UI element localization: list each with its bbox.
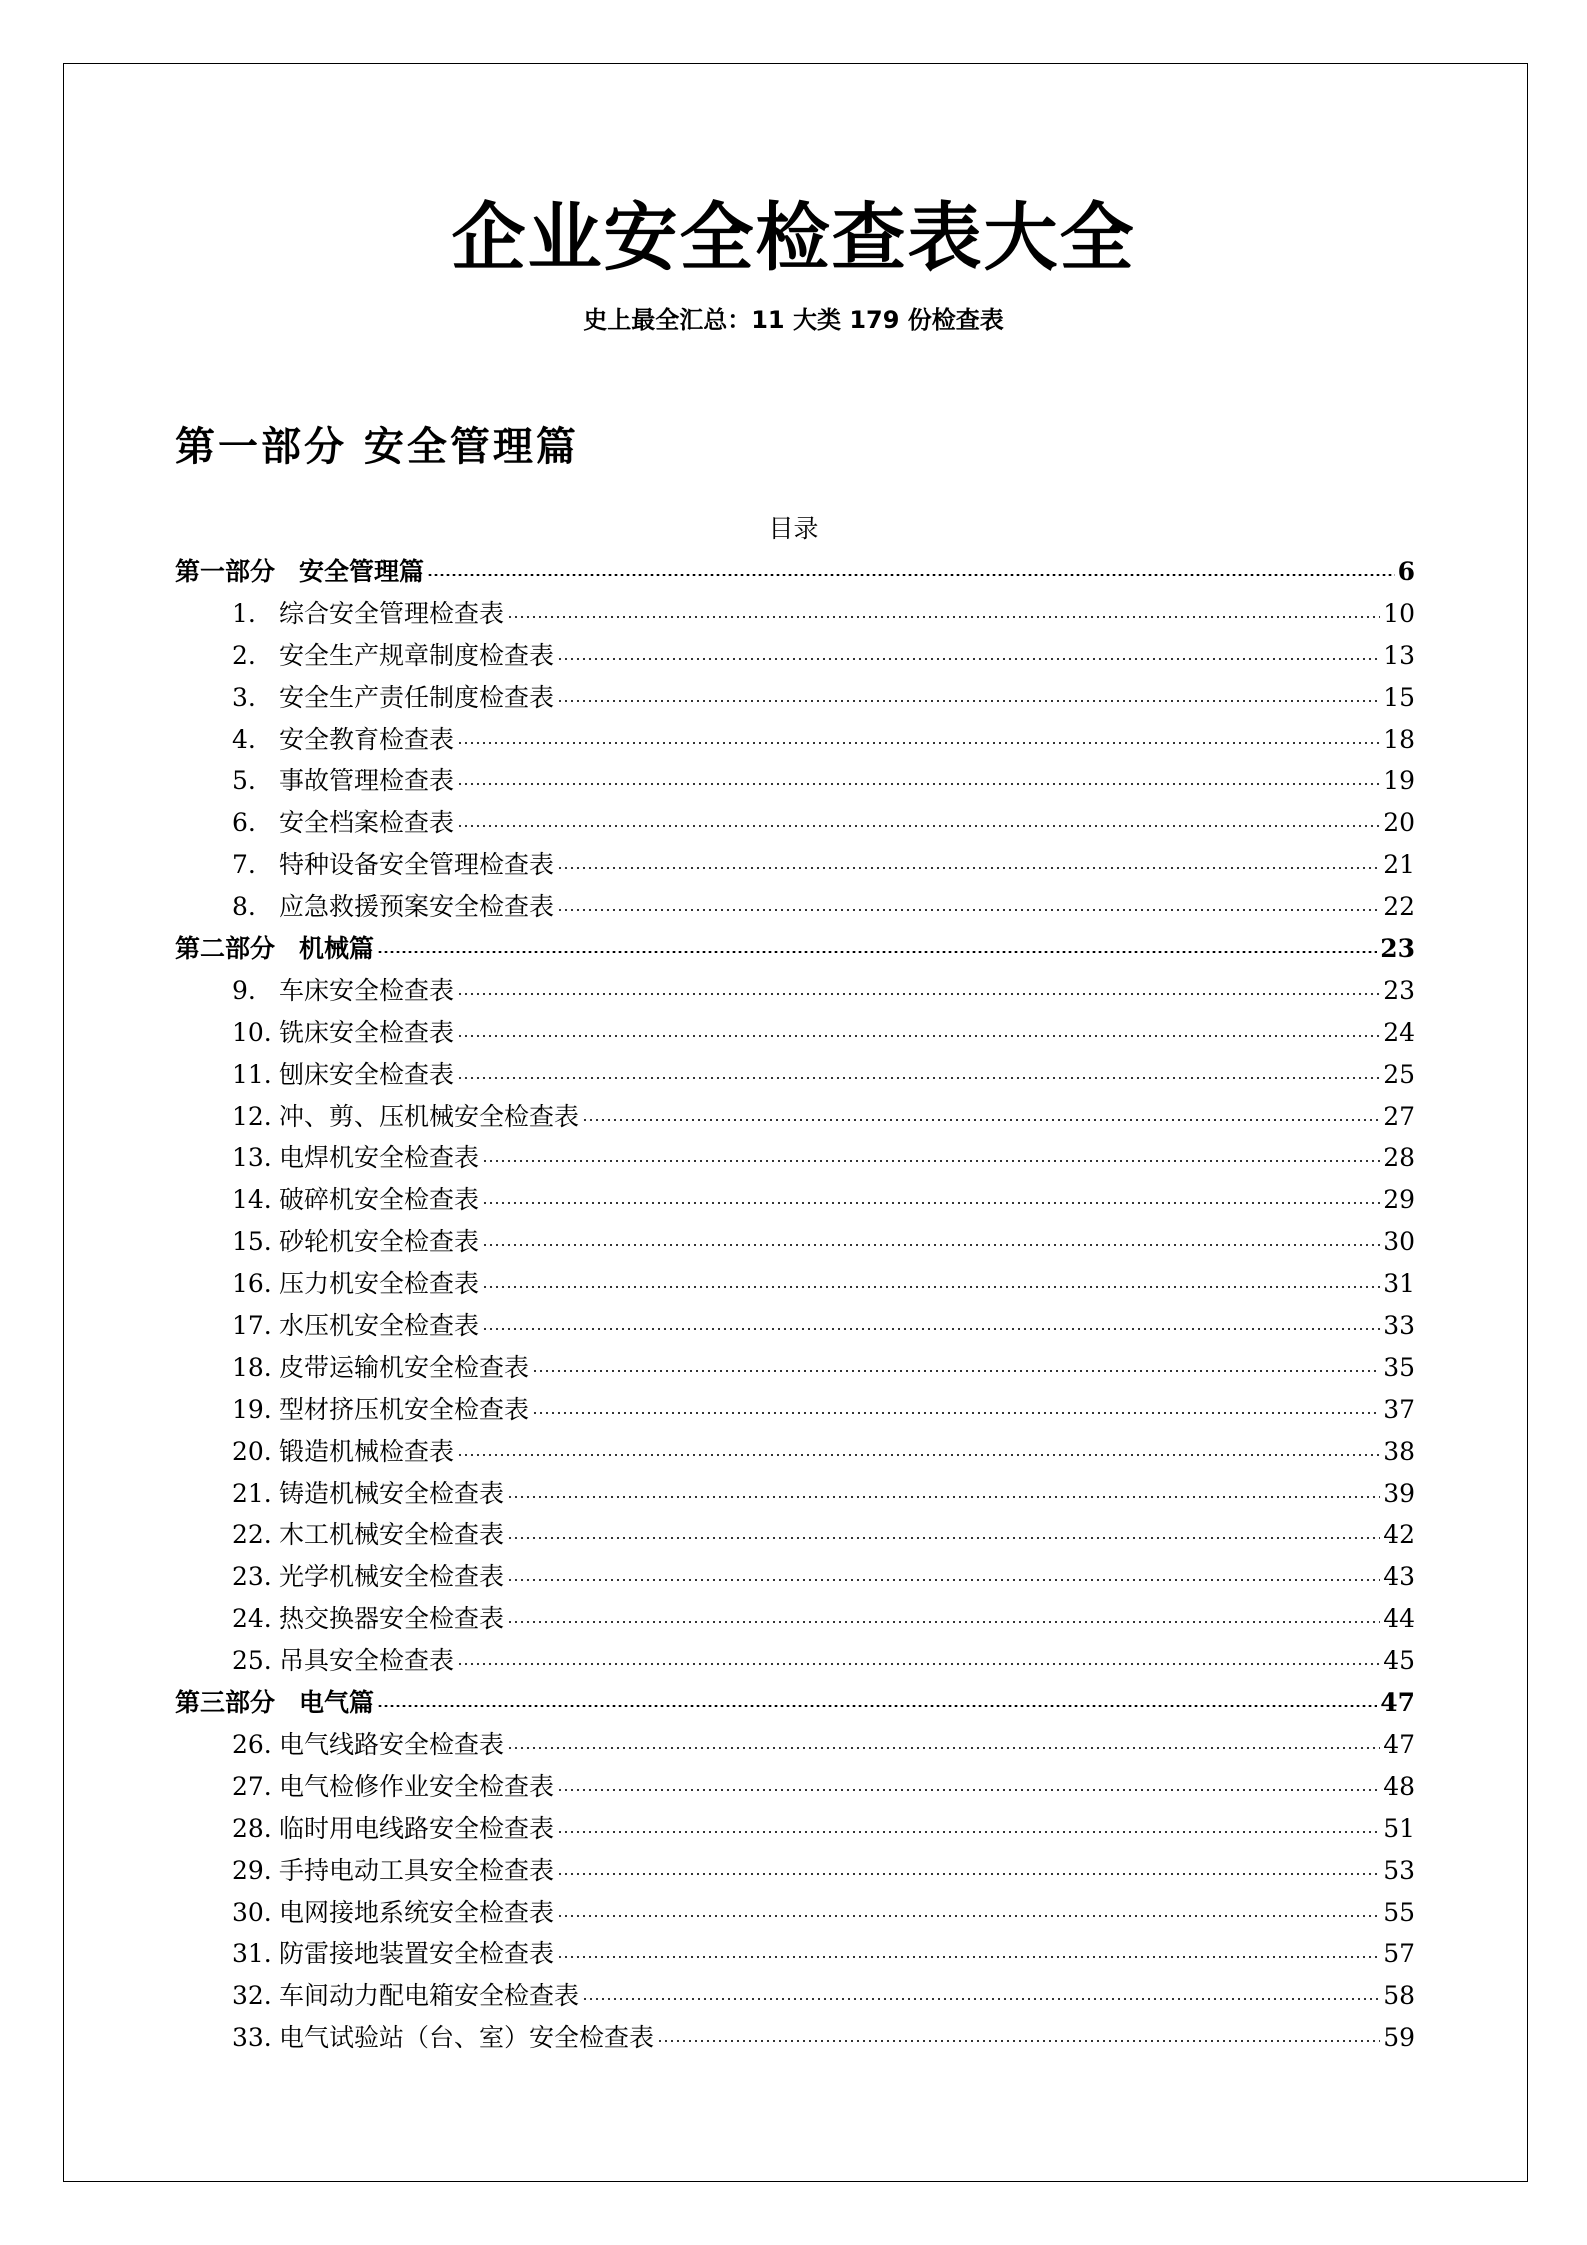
toc-entry-label: 吊具安全检查表 — [279, 1646, 455, 1676]
part-heading: 第一部分 安全管理篇 — [175, 424, 579, 470]
toc-entry-label: 电气篇 — [299, 1688, 375, 1718]
toc-entry[interactable] — [175, 1598, 1415, 1640]
toc-entry[interactable] — [175, 760, 1415, 802]
toc-entry-label: 综合安全管理检查表 — [279, 598, 505, 628]
toc-entry-number: 第三部分 — [175, 1688, 276, 1718]
toc-entry-number: 19. — [232, 1394, 272, 1424]
toc-entry-label: 铸造机械安全检查表 — [279, 1478, 505, 1508]
toc-entry-page: 25 — [1383, 1059, 1415, 1089]
toc-entry-number: 3. — [232, 682, 256, 712]
toc-entry[interactable] — [175, 1640, 1415, 1682]
dot-leader — [377, 1704, 1377, 1707]
toc-entry-number: 23. — [232, 1562, 272, 1592]
toc-entry[interactable] — [175, 719, 1415, 761]
toc-entry-page: 20 — [1383, 808, 1415, 838]
toc-entry[interactable] — [175, 1892, 1415, 1934]
toc-entry-number: 22. — [232, 1520, 272, 1550]
dot-leader — [377, 950, 1377, 953]
toc-entry[interactable] — [175, 802, 1415, 844]
toc-entry-page: 58 — [1383, 1981, 1415, 2011]
toc-entry-number: 24. — [232, 1604, 272, 1634]
dot-leader — [457, 825, 1380, 827]
toc-entry-label: 防雷接地装置安全检查表 — [279, 1939, 555, 1969]
toc-entry-label: 砂轮机安全检查表 — [279, 1227, 480, 1257]
toc-entry-page: 39 — [1383, 1478, 1415, 1508]
toc-entry[interactable] — [175, 635, 1415, 677]
dot-leader — [457, 783, 1380, 785]
toc-entry-page: 27 — [1383, 1101, 1415, 1131]
toc-entry[interactable] — [175, 1263, 1415, 1305]
dot-leader — [557, 909, 1380, 911]
toc-entry-label: 冲、剪、压机械安全检查表 — [279, 1101, 580, 1131]
toc-entry[interactable] — [175, 970, 1415, 1012]
toc-entry-number: 5. — [232, 766, 256, 796]
toc-entry-label: 压力机安全检查表 — [279, 1269, 480, 1299]
toc-entry-number: 10. — [232, 1017, 272, 1047]
toc-entry-page: 15 — [1383, 682, 1415, 712]
toc-entry-page: 45 — [1383, 1646, 1415, 1676]
toc-entry-label: 安全教育检查表 — [279, 724, 455, 754]
toc-entry-label: 刨床安全检查表 — [279, 1059, 455, 1089]
dot-leader — [557, 1956, 1380, 1958]
toc-entry-number: 13. — [232, 1143, 272, 1173]
toc-entry-number: 32. — [232, 1981, 272, 2011]
dot-leader — [482, 1202, 1380, 1204]
toc-entry-label: 安全档案检查表 — [279, 808, 455, 838]
toc-entry-number: 第二部分 — [175, 934, 276, 964]
toc-entry-label: 安全生产规章制度检查表 — [279, 640, 555, 670]
toc-entry-page: 29 — [1383, 1185, 1415, 1215]
toc-entry[interactable] — [175, 1305, 1415, 1347]
toc-entry-number: 2. — [232, 640, 256, 670]
toc-entry-page: 24 — [1383, 1017, 1415, 1047]
toc-entry-page: 38 — [1383, 1436, 1415, 1466]
toc-entry[interactable] — [175, 1347, 1415, 1389]
dot-leader — [557, 867, 1380, 869]
toc-entry-label: 锻造机械检查表 — [279, 1436, 455, 1466]
dot-leader — [532, 1412, 1380, 1414]
dot-leader — [557, 1873, 1380, 1875]
toc-entry[interactable] — [175, 1556, 1415, 1598]
toc-entry-number: 20. — [232, 1436, 272, 1466]
toc-entry[interactable] — [175, 1724, 1415, 1766]
dot-leader — [582, 1998, 1380, 2000]
toc-entry-page: 22 — [1383, 892, 1415, 922]
toc-entry[interactable] — [175, 1054, 1415, 1096]
dot-leader — [457, 1077, 1380, 1079]
toc-entry-page: 31 — [1383, 1269, 1415, 1299]
dot-leader — [457, 742, 1380, 744]
toc-entry-label: 电气线路安全检查表 — [279, 1729, 505, 1759]
toc-entry-number: 29. — [232, 1855, 272, 1885]
toc-entry-number: 15. — [232, 1227, 272, 1257]
toc-entry[interactable] — [175, 1389, 1415, 1431]
toc-entry-page: 44 — [1383, 1604, 1415, 1634]
toc-entry-label: 皮带运输机安全检查表 — [279, 1352, 530, 1382]
toc-entry-label: 特种设备安全管理检查表 — [279, 850, 555, 880]
toc-entry[interactable] — [175, 886, 1415, 928]
toc-entry-page: 18 — [1383, 724, 1415, 754]
toc-entry-number: 27. — [232, 1771, 272, 1801]
dot-leader — [557, 700, 1380, 702]
toc-entry-number: 8. — [232, 892, 256, 922]
toc-entry-label: 安全生产责任制度检查表 — [279, 682, 555, 712]
toc-entry[interactable] — [175, 1766, 1415, 1808]
toc-entry-number: 1. — [232, 598, 256, 628]
toc-entry[interactable] — [175, 1137, 1415, 1179]
toc-entry-page: 23 — [1380, 934, 1415, 964]
dot-leader — [507, 1496, 1380, 1498]
toc-entry-page: 21 — [1383, 850, 1415, 880]
dot-leader — [582, 1119, 1380, 1121]
toc-entry[interactable] — [175, 1850, 1415, 1892]
toc-entry-number: 33. — [232, 2023, 272, 2053]
toc-entry-label: 木工机械安全检查表 — [279, 1520, 505, 1550]
dot-leader — [507, 616, 1380, 618]
toc-entry-page: 6 — [1397, 557, 1415, 586]
toc-entry-page: 47 — [1380, 1688, 1415, 1718]
toc-entry-label: 破碎机安全检查表 — [279, 1185, 480, 1215]
toc-part-entry[interactable] — [175, 1682, 1415, 1724]
toc-entry-number: 26. — [232, 1729, 272, 1759]
dot-leader — [482, 1328, 1380, 1330]
toc-entry-label: 电焊机安全检查表 — [279, 1143, 480, 1173]
toc-entry-page: 48 — [1383, 1771, 1415, 1801]
toc-entry-number: 7. — [232, 850, 256, 880]
toc-entry-label: 型材挤压机安全检查表 — [279, 1394, 530, 1424]
toc-entry-label: 车间动力配电箱安全检查表 — [279, 1981, 580, 2011]
toc-entry-number: 9. — [232, 975, 256, 1005]
toc-entry-page: 43 — [1383, 1562, 1415, 1592]
toc-entry-label: 事故管理检查表 — [279, 766, 455, 796]
table-of-contents — [175, 551, 1415, 2059]
toc-entry-number: 16. — [232, 1269, 272, 1299]
toc-entry-page: 55 — [1383, 1897, 1415, 1927]
toc-entry-label: 热交换器安全检查表 — [279, 1604, 505, 1634]
toc-entry-number: 25. — [232, 1646, 272, 1676]
toc-entry-label: 电气试验站（台、室）安全检查表 — [279, 2023, 655, 2053]
toc-entry-label: 铣床安全检查表 — [279, 1017, 455, 1047]
toc-entry-label: 机械篇 — [299, 934, 375, 964]
toc-entry-page: 33 — [1383, 1311, 1415, 1341]
toc-entry-number: 30. — [232, 1897, 272, 1927]
toc-entry-page: 30 — [1383, 1227, 1415, 1257]
toc-entry-page: 51 — [1383, 1813, 1415, 1843]
dot-leader — [507, 1747, 1380, 1749]
toc-entry-number: 14. — [232, 1185, 272, 1215]
toc-entry[interactable] — [175, 1514, 1415, 1556]
dot-leader — [457, 1663, 1380, 1665]
dot-leader — [557, 1831, 1380, 1833]
toc-entry[interactable] — [175, 1933, 1415, 1975]
dot-leader — [557, 1915, 1380, 1917]
toc-part-entry[interactable] — [175, 551, 1415, 593]
dot-leader — [482, 1160, 1380, 1162]
toc-entry-number: 21. — [232, 1478, 272, 1508]
toc-entry[interactable] — [175, 1808, 1415, 1850]
toc-entry-number: 31. — [232, 1939, 272, 1969]
toc-entry-number: 17. — [232, 1311, 272, 1341]
document-subtitle: 史上最全汇总：11 大类 179 份检查表 — [583, 306, 1004, 334]
toc-entry-label: 电气检修作业安全检查表 — [279, 1771, 555, 1801]
toc-entry-label: 临时用电线路安全检查表 — [279, 1813, 555, 1843]
toc-entry-number: 6. — [232, 808, 256, 838]
toc-entry-page: 42 — [1383, 1520, 1415, 1550]
dot-leader — [457, 993, 1380, 995]
dot-leader — [557, 1789, 1380, 1791]
toc-entry-page: 53 — [1383, 1855, 1415, 1885]
toc-entry-page: 13 — [1383, 640, 1415, 670]
toc-entry[interactable] — [175, 1221, 1415, 1263]
toc-entry-page: 35 — [1383, 1352, 1415, 1382]
toc-entry-page: 19 — [1383, 766, 1415, 796]
toc-entry-label: 光学机械安全检查表 — [279, 1562, 505, 1592]
toc-entry-number: 18. — [232, 1352, 272, 1382]
toc-entry-number: 28. — [232, 1813, 272, 1843]
dot-leader — [507, 1621, 1380, 1623]
toc-entry-page: 47 — [1383, 1729, 1415, 1759]
dot-leader — [482, 1286, 1380, 1288]
toc-entry-label: 应急救援预案安全检查表 — [279, 892, 555, 922]
toc-entry-number: 12. — [232, 1101, 272, 1131]
dot-leader — [507, 1579, 1380, 1581]
toc-entry[interactable] — [175, 677, 1415, 719]
toc-entry-number: 4. — [232, 724, 256, 754]
toc-entry-page: 59 — [1383, 2023, 1415, 2053]
toc-entry-page: 57 — [1383, 1939, 1415, 1969]
dot-leader — [482, 1244, 1380, 1246]
toc-entry-label: 手持电动工具安全检查表 — [279, 1855, 555, 1885]
toc-entry[interactable] — [175, 1473, 1415, 1515]
dot-leader — [507, 1537, 1380, 1539]
toc-entry-number: 第一部分 — [175, 557, 276, 586]
toc-entry-label: 车床安全检查表 — [279, 975, 455, 1005]
toc-entry[interactable] — [175, 2017, 1415, 2059]
toc-entry-number: 11. — [232, 1059, 272, 1089]
toc-entry-page: 10 — [1383, 598, 1415, 628]
toc-entry[interactable] — [175, 593, 1415, 635]
toc-entry-page: 37 — [1383, 1394, 1415, 1424]
toc-entry[interactable] — [175, 1096, 1415, 1138]
toc-title: 目录 — [768, 514, 819, 543]
toc-entry[interactable] — [175, 1975, 1415, 2017]
dot-leader — [427, 573, 1395, 576]
dot-leader — [557, 658, 1380, 660]
toc-entry[interactable] — [175, 1431, 1415, 1473]
dot-leader — [457, 1035, 1380, 1037]
toc-entry-label: 电网接地系统安全检查表 — [279, 1897, 555, 1927]
toc-entry-page: 23 — [1383, 975, 1415, 1005]
dot-leader — [532, 1370, 1380, 1372]
toc-entry-label: 安全管理篇 — [299, 557, 425, 586]
dot-leader — [657, 2040, 1380, 2042]
toc-entry[interactable] — [175, 844, 1415, 886]
toc-entry-page: 28 — [1383, 1143, 1415, 1173]
toc-entry[interactable] — [175, 1179, 1415, 1221]
toc-entry-label: 水压机安全检查表 — [279, 1311, 480, 1341]
toc-entry[interactable] — [175, 1012, 1415, 1054]
dot-leader — [457, 1454, 1380, 1456]
document-title: 企业安全检查表大全 — [451, 195, 1136, 281]
toc-part-entry[interactable] — [175, 928, 1415, 970]
